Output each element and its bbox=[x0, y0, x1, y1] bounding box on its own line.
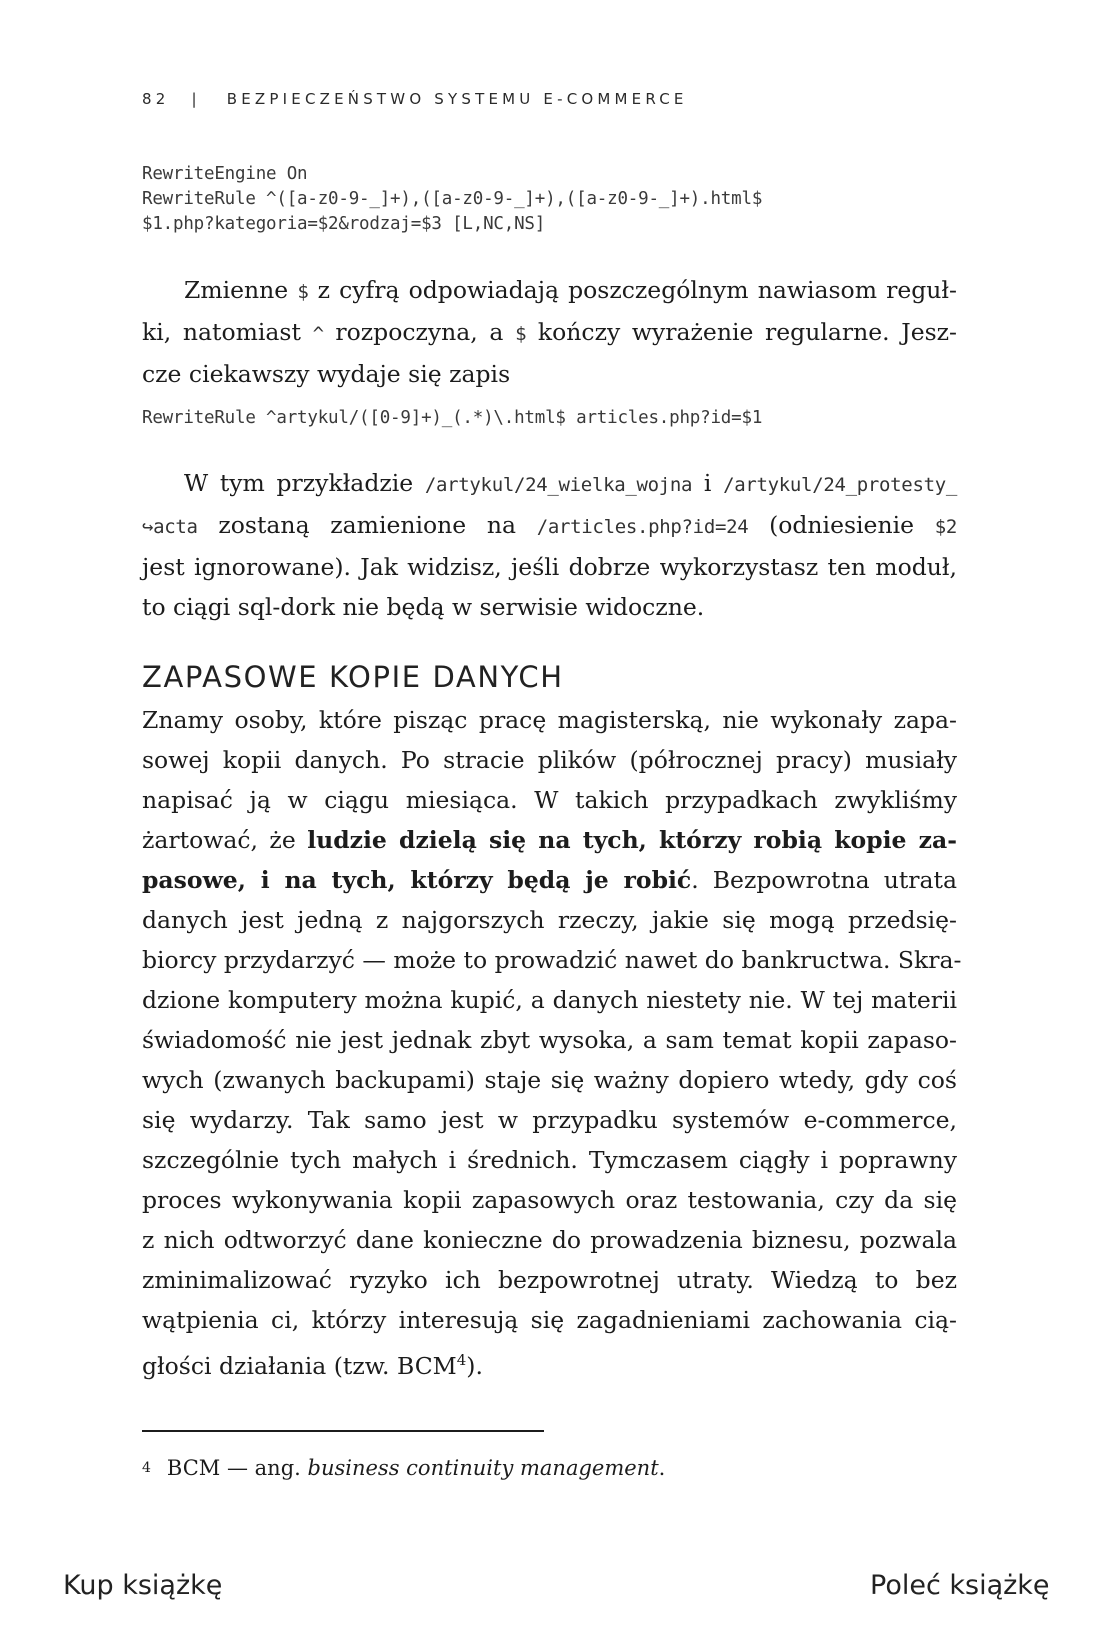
bold-quote: pasowe, i na tych, którzy będą je robić bbox=[142, 866, 692, 894]
text-line: zminimalizować ryzyko ich bezpowrotnej utraty. Wiedzą to bez bbox=[142, 1266, 957, 1294]
text-line: świadomość nie jest jednak zbyt wysoka, a sam temat kopii zapaso- bbox=[142, 1026, 957, 1054]
code-line: RewriteRule ^artykul/([0-9]+)_(.*)\.html$ articles.php?id=$1 bbox=[142, 408, 763, 428]
text-line: jest ignorowane). Jak widzisz, jeśli dobrze wykorzystasz ten moduł, bbox=[142, 553, 957, 581]
running-header bbox=[142, 90, 688, 108]
bold-quote: ludzie dzielą się na tych, którzy robią kopie za- bbox=[307, 826, 957, 854]
code-line: RewriteRule ^([a-z0-9-_]+),([a-z0-9-_]+),([a-z0-9-_]+).html$ bbox=[142, 189, 763, 209]
text-line: pasowe, i na tych, którzy będą je robić. Bezpowrotna utrata bbox=[142, 866, 957, 894]
code-line: $1.php?kategoria=$2&rodzaj=$3 [L,NC,NS] bbox=[142, 214, 546, 234]
text-line: Znamy osoby, które pisząc pracę magisterską, nie wykonały zapa- bbox=[142, 706, 957, 734]
text-line: biorcy przydarzyć — może to prowadzić nawet do bankructwa. Skra- bbox=[142, 946, 962, 974]
text-line: szczególnie tych małych i średnich. Tymczasem ciągły i poprawny bbox=[142, 1146, 957, 1174]
footnote-divider bbox=[142, 1430, 544, 1432]
section-heading: ZAPASOWE KOPIE DANYCH bbox=[142, 660, 564, 694]
footnote: 4 BCM — ang. business continuity management. bbox=[142, 1456, 666, 1480]
code-block-rewrite-rule bbox=[142, 162, 762, 237]
text-line: to ciągi sql-dork nie będą w serwisie widoczne. bbox=[142, 593, 705, 621]
code-line: RewriteEngine On bbox=[142, 164, 308, 184]
text-line: wątpienia ci, którzy interesują się zagadnieniami zachowania cią- bbox=[142, 1306, 957, 1334]
text-line: ↪acta zostaną zamienione na /articles.php?id=24 (odniesienie $2 bbox=[142, 511, 957, 539]
text-line: cze ciekawszy wydaje się zapis bbox=[142, 360, 511, 388]
text-line: ki, natomiast ^ rozpoczyna, a $ kończy wyrażenie regularne. Jesz- bbox=[142, 318, 957, 346]
text-line: się wydarzy. Tak samo jest w przypadku systemów e-commerce, bbox=[142, 1106, 957, 1134]
text-line: z nich odtworzyć dane konieczne do prowadzenia biznesu, pozwala bbox=[142, 1226, 957, 1254]
text-line: sowej kopii danych. Po stracie plików (półrocznej pracy) musiały bbox=[142, 746, 957, 774]
footnote-reference[interactable]: 4 bbox=[456, 1351, 467, 1369]
buy-book-link[interactable]: Kup książkę bbox=[63, 1570, 223, 1601]
text-line: napisać ją w ciągu miesiąca. W takich przypadkach zwykliśmy bbox=[142, 786, 957, 814]
text-line: żartować, że ludzie dzielą się na tych, którzy robią kopie za- bbox=[142, 826, 957, 854]
header-separator: | bbox=[191, 90, 201, 108]
text-line: danych jest jedną z najgorszych rzeczy, jakie się mogą przedsię- bbox=[142, 906, 957, 934]
paragraph-example bbox=[142, 463, 957, 627]
code-block-article-rule bbox=[142, 406, 762, 431]
text-line: Zmienne $ z cyfrą odpowiadają poszczególnym nawiasom reguł- bbox=[184, 276, 957, 304]
paragraph-regex-explanation bbox=[142, 270, 957, 394]
paragraph-backups bbox=[142, 700, 962, 1386]
text-line: wych (zwanych backupami) staje się ważny dopiero wtedy, gdy coś bbox=[142, 1066, 957, 1094]
footnote-term: business continuity management bbox=[307, 1456, 659, 1480]
footnote-number: 4 bbox=[142, 1460, 151, 1476]
page-number: 82 bbox=[142, 90, 170, 108]
text-line: W tym przykładzie /artykul/24_wielka_wojna i /artykul/24_protesty_ bbox=[184, 469, 957, 497]
text-line: dzione komputery można kupić, a danych niestety nie. W tej materii bbox=[142, 986, 957, 1014]
chapter-title: BEZPIECZEŃSTWO SYSTEMU E-COMMERCE bbox=[226, 90, 688, 108]
recommend-book-link[interactable]: Poleć książkę bbox=[870, 1570, 1050, 1601]
text-line: proces wykonywania kopii zapasowych oraz testowania, czy da się bbox=[142, 1186, 957, 1214]
text-line: głości działania (tzw. BCM$^4$). bbox=[142, 1351, 483, 1380]
